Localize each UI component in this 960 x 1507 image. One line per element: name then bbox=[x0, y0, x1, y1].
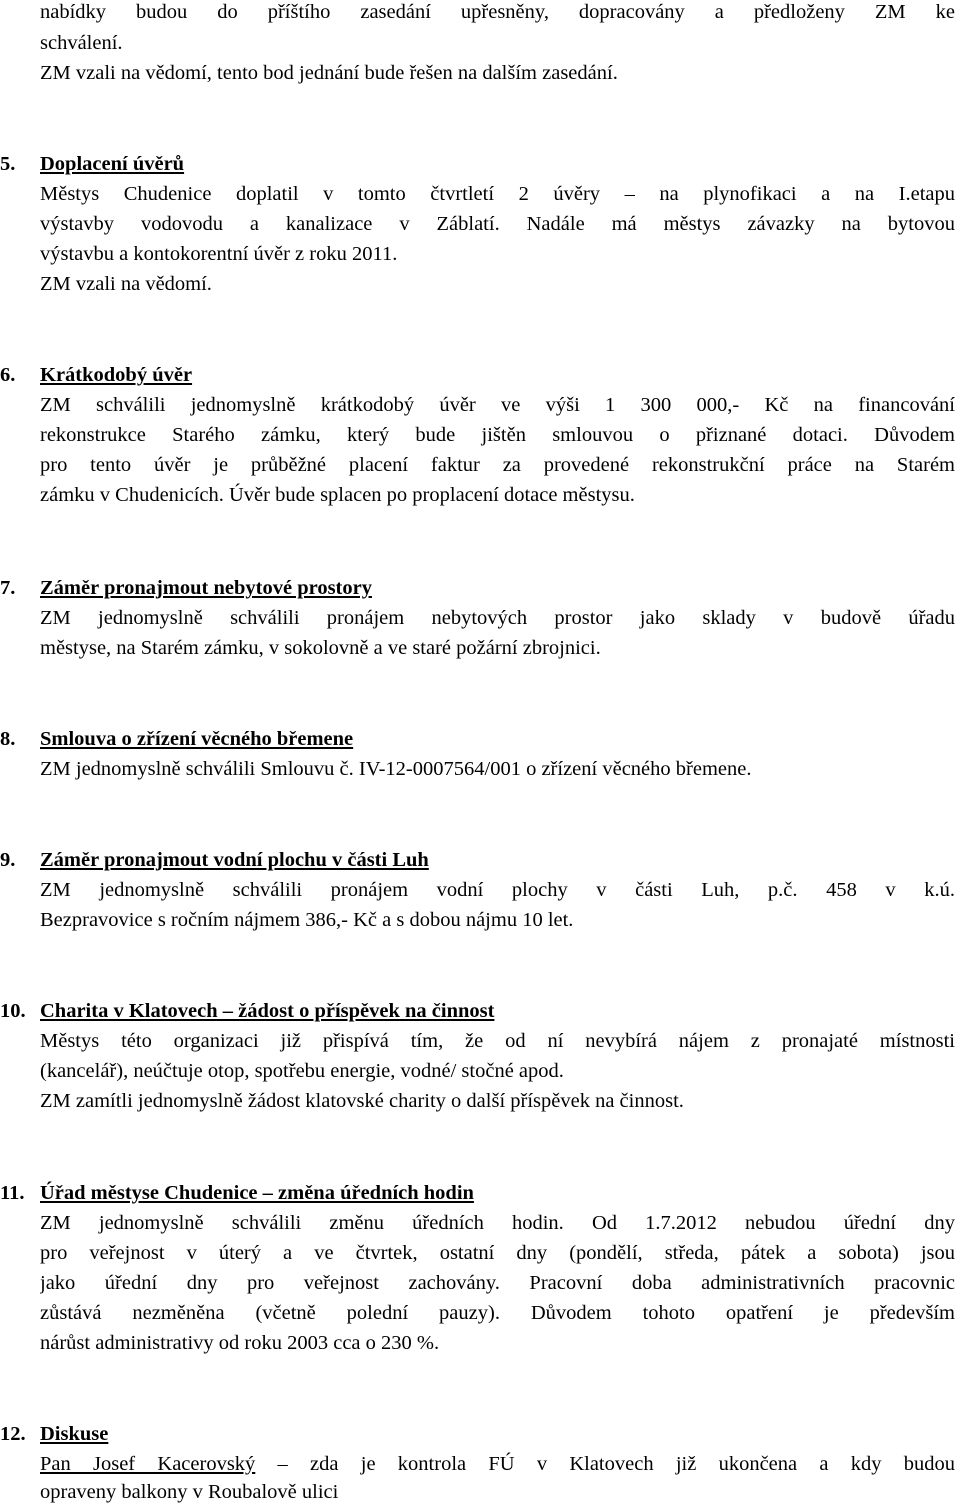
item-number: 7. bbox=[0, 577, 16, 599]
item-title-text: Charita v Klatovech – žádost o příspěvek na činnost bbox=[40, 1000, 495, 1022]
text-line: ZM vzali na vědomí, tento bod jednání bude řešen na dalším zasedání. bbox=[40, 62, 618, 84]
item-title-text: Krátkodobý úvěr bbox=[40, 364, 193, 386]
item-title bbox=[40, 149, 955, 179]
item-title bbox=[40, 724, 955, 754]
item-title bbox=[40, 845, 955, 875]
item-title bbox=[40, 573, 955, 603]
text-line: jako úřední dny pro veřejnost zachovány. Pracovní doba administrativních pracovnic bbox=[40, 1272, 955, 1294]
item-number: 11. bbox=[0, 1182, 25, 1204]
text-line: ZM schválili jednomyslně krátkodobý úvěr ve výši 1 300 000,- Kč na financování bbox=[40, 394, 955, 416]
text-line: ZM zamítli jednomyslně žádost klatovské charity o další příspěvek na činnost. bbox=[40, 1090, 684, 1112]
item-title-text: Smlouva o zřízení věcného břemene bbox=[40, 728, 354, 750]
item-number: 6. bbox=[0, 364, 16, 386]
text-line: zámku v Chudenicích. Úvěr bude splacen po proplacení dotace městysu. bbox=[40, 484, 635, 506]
text-line: ZM jednomyslně schválili pronájem vodní plochy v části Luh, p.č. 458 v k.ú. bbox=[40, 879, 955, 901]
text-line: Městys Chudenice doplatil v tomto čtvrtletí 2 úvěry – na plynofikaci a na I.etapu bbox=[40, 183, 955, 205]
text-line: Městys této organizaci již přispívá tím, že od ní nevybírá nájem z pronajaté místnosti bbox=[40, 1030, 955, 1052]
text-line: nárůst administrativy od roku 2003 cca o 230 %. bbox=[40, 1332, 440, 1354]
item-title bbox=[40, 996, 955, 1026]
text-line: ZM jednomyslně schválili Smlouvu č. IV-12-0007564/001 o zřízení věcného břemene. bbox=[40, 758, 752, 780]
text-line: Bezpravovice s ročním nájmem 386,- Kč a s dobou nájmu 10 let. bbox=[40, 909, 574, 931]
text-line: městyse, na Starém zámku, v sokolovně a ve staré požární zbrojnici. bbox=[40, 637, 601, 659]
item-title-text: Úřad městyse Chudenice – změna úředních hodin bbox=[40, 1182, 474, 1204]
text-line: výstavbu a kontokorentní úvěr z roku 2011. bbox=[40, 243, 398, 265]
item-title-text: Záměr pronajmout vodní plochu v části Luh bbox=[40, 849, 429, 871]
item-title bbox=[40, 360, 955, 390]
text-line: rekonstrukce Starého zámku, který bude jištěn smlouvou o přiznané dotaci. Důvodem bbox=[40, 424, 955, 446]
item-title bbox=[40, 1419, 955, 1449]
speaker-text: – zda je kontrola FÚ v Klatovech již ukončena a kdy budou bbox=[255, 1453, 955, 1475]
speaker-name: Pan Josef Kacerovský bbox=[40, 1453, 256, 1475]
text-line: pro tento úvěr je průběžné placení faktur za provedené rekonstrukční práce na Starém bbox=[40, 454, 955, 476]
text-line: výstavby vodovodu a kanalizace v Záblatí. Nadále má městys závazky na bytovou bbox=[40, 213, 955, 235]
text-line: ZM jednomyslně schválili změnu úředních hodin. Od 1.7.2012 nebudou úřední dny bbox=[40, 1212, 955, 1234]
text-line: ZM vzali na vědomí. bbox=[40, 273, 212, 295]
text-line: zůstává nezměněna (včetně polední pauzy). Důvodem tohoto opatření je především bbox=[40, 1302, 955, 1324]
item-number: 12. bbox=[0, 1423, 26, 1445]
text-line: opraveny balkony v Roubalově ulici bbox=[40, 1481, 339, 1503]
item-title bbox=[40, 1178, 955, 1208]
text-line: schválení. bbox=[40, 32, 123, 54]
item-number: 9. bbox=[0, 849, 16, 871]
item-number: 8. bbox=[0, 728, 16, 750]
text-line: ZM jednomyslně schválili pronájem nebytových prostor jako sklady v budově úřadu bbox=[40, 607, 955, 629]
item-title-text: Doplacení úvěrů bbox=[40, 153, 185, 175]
item-number: 5. bbox=[0, 153, 16, 175]
item-number: 10. bbox=[0, 1000, 26, 1022]
item-title-text: Diskuse bbox=[40, 1423, 109, 1445]
item-title-text: Záměr pronajmout nebytové prostory bbox=[40, 577, 372, 599]
text-line: pro veřejnost v úterý a ve čtvrtek, ostatní dny (pondělí, středa, pátek a sobota) jsou bbox=[40, 1242, 955, 1264]
text-line: (kancelář), neúčtuje otop, spotřebu energie, vodné/ stočné apod. bbox=[40, 1060, 564, 1082]
discussion-line bbox=[40, 1449, 955, 1479]
text-line: nabídky budou do příštího zasedání upřesněny, dopracovány a předloženy ZM ke bbox=[40, 1, 955, 23]
